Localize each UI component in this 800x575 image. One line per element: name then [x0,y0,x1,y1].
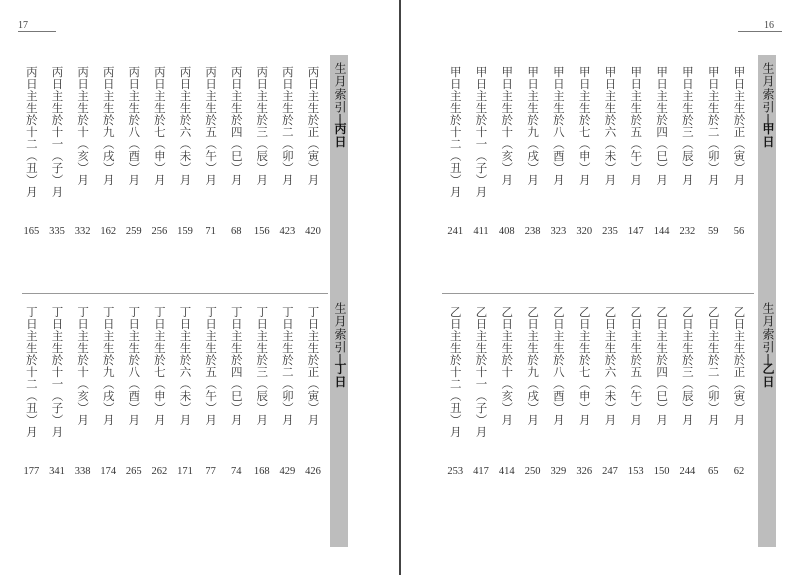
section-title-dash: ── [333,354,347,363]
index-entry-label: 丙日主生於二（卯）月 [280,66,295,186]
index-entry-page: 74 [230,466,242,477]
index-entry-label: 丁日主生於七（申）月 [152,306,167,426]
index-entry-page: 341 [49,466,65,477]
index-entry-page: 147 [627,226,644,237]
index-entry-label: 丙日主生於八（酉）月 [127,66,142,186]
index-entry-label: 乙日主生於正（寅）月 [732,306,747,426]
index-entry-label: 甲日主生於十二（丑）月 [448,66,463,198]
index-entry-label: 丁日主生於八（酉）月 [127,306,142,426]
index-entry-label: 甲日主生於六（未）月 [603,66,618,186]
index-entry-label: 丙日主生於九（戌）月 [101,66,116,186]
index-entry-label: 丙日主生於三（辰）月 [255,66,270,186]
index-entry-page: 320 [576,226,593,237]
index-entry-page: 332 [74,226,91,237]
index-entry-page: 265 [125,466,142,477]
index-entry-label: 丁日主生於十（亥）月 [76,306,91,426]
index-entry-label: 丙日主生於十（亥）月 [76,66,91,186]
index-entry-label: 丙日主生於五（午）月 [204,66,219,186]
index-entry-page: 329 [550,466,567,477]
index-entry-label: 乙日主生於四（巳）月 [655,306,670,426]
index-entry-label: 乙日主生於八（酉）月 [551,306,566,426]
right-section-divider [442,293,754,294]
index-entry-label: 丁日主生於十一（子）月 [50,306,65,438]
index-entry-label: 丙日主生於四（巳）月 [229,66,244,186]
index-entry-label: 丙日主生於十二（丑）月 [24,66,39,198]
index-entry-page: 241 [447,226,464,237]
index-entry-page: 256 [151,226,168,237]
index-entry-page: 426 [305,466,321,477]
index-entry-page: 338 [74,466,91,477]
index-entry-page: 335 [49,226,65,237]
index-entry-page: 232 [679,226,696,237]
index-entry-label: 丁日主生於四（巳）月 [229,306,244,426]
section-title-jia [760,62,777,148]
index-entry-page: 59 [707,226,719,237]
index-entry-label: 甲日主生於三（辰）月 [680,66,695,186]
index-entry-page: 262 [151,466,168,477]
index-entry-label: 甲日主生於八（酉）月 [551,66,566,186]
index-entry-label: 乙日主生於九（戌）月 [526,306,541,426]
index-entry-page: 247 [602,466,618,477]
section-title-yi [760,302,777,388]
index-entry-page: 238 [524,226,541,237]
index-entry-label: 甲日主生於四（巳）月 [655,66,670,186]
index-entry-label: 乙日主生於十一（子）月 [474,306,489,438]
index-entry-label: 丁日主生於六（未）月 [178,306,193,426]
index-entry-label: 丙日主生於十一（子）月 [50,66,65,198]
index-entry-label: 丁日主生於正（寅）月 [306,306,321,426]
index-entry-page: 244 [679,466,696,477]
index-entry-page: 153 [627,466,644,477]
index-entry-page: 144 [653,226,670,237]
left-page-number-rule [18,31,56,32]
index-entry-label: 乙日主生於十（亥）月 [500,306,515,426]
index-entry-label: 乙日主生於五（午）月 [629,306,644,426]
section-title-dash: ── [333,114,347,123]
section-title-prefix: 生月索引 [761,302,775,354]
index-entry-label: 丁日主生於九（戌）月 [101,306,116,426]
index-entry-page: 77 [205,466,216,477]
index-entry-page: 414 [498,466,515,477]
index-entry-page: 62 [733,466,745,477]
index-entry-label: 丁日主生於十二（丑）月 [24,306,39,438]
index-entry-page: 68 [230,226,242,237]
right-page-number-rule [738,31,782,32]
index-entry-page: 423 [279,226,296,237]
index-entry-page: 259 [125,226,142,237]
section-title-prefix: 生月索引 [333,62,347,114]
book-spine [399,0,401,575]
index-entry-page: 417 [473,466,489,477]
index-entry-label: 乙日主生於七（申）月 [577,306,592,426]
right-page [402,0,800,575]
section-title-day: 乙日 [761,362,775,389]
section-title-dash: ── [761,354,775,363]
index-entry-page: 56 [733,226,745,237]
index-entry-label: 甲日主生於五（午）月 [629,66,644,186]
section-title-prefix: 生月索引 [761,62,775,114]
index-entry-page: 253 [447,466,464,477]
index-entry-label: 甲日主生於七（申）月 [577,66,592,186]
index-entry-label: 甲日主生於正（寅）月 [732,66,747,186]
index-entry-page: 411 [473,226,489,237]
index-entry-page: 159 [177,226,193,237]
index-entry-page: 156 [253,226,270,237]
index-entry-label: 丁日主生於二（卯）月 [280,306,295,426]
section-title-bing [332,62,349,148]
index-entry-page: 250 [524,466,541,477]
index-entry-page: 171 [177,466,193,477]
left-page-number: 17 [18,20,28,31]
index-entry-page: 408 [498,226,515,237]
left-section-divider [22,293,328,294]
index-entry-label: 丁日主生於五（午）月 [204,306,219,426]
index-entry-label: 甲日主生於十一（子）月 [474,66,489,198]
index-entry-label: 乙日主生於六（未）月 [603,306,618,426]
index-entry-label: 丙日主生於正（寅）月 [306,66,321,186]
index-entry-page: 168 [253,466,270,477]
index-entry-label: 丙日主生於六（未）月 [178,66,193,186]
index-entry-page: 162 [100,226,117,237]
section-title-ding [332,302,349,388]
index-entry-label: 乙日主生於三（辰）月 [680,306,695,426]
index-entry-page: 429 [279,466,296,477]
section-title-day: 甲日 [761,122,775,149]
index-entry-label: 甲日主生於二（卯）月 [706,66,721,186]
index-entry-page: 165 [23,226,40,237]
section-title-dash: ── [761,114,775,123]
index-entry-page: 326 [576,466,593,477]
index-entry-label: 乙日主生於十二（丑）月 [448,306,463,438]
index-entry-page: 71 [205,226,216,237]
index-entry-page: 65 [707,466,719,477]
index-entry-label: 丙日主生於七（申）月 [152,66,167,186]
section-title-day: 丁日 [333,362,347,389]
index-entry-page: 420 [305,226,321,237]
index-entry-label: 丁日主生於三（辰）月 [255,306,270,426]
index-entry-label: 乙日主生於二（卯）月 [706,306,721,426]
index-entry-label: 甲日主生於九（戌）月 [526,66,541,186]
index-entry-page: 150 [653,466,670,477]
right-page-number: 16 [764,20,774,31]
index-entry-label: 甲日主生於十（亥）月 [500,66,515,186]
index-entry-page: 323 [550,226,567,237]
section-title-prefix: 生月索引 [333,302,347,354]
index-entry-page: 177 [23,466,40,477]
section-title-day: 丙日 [333,122,347,149]
index-entry-page: 174 [100,466,117,477]
index-entry-page: 235 [602,226,618,237]
